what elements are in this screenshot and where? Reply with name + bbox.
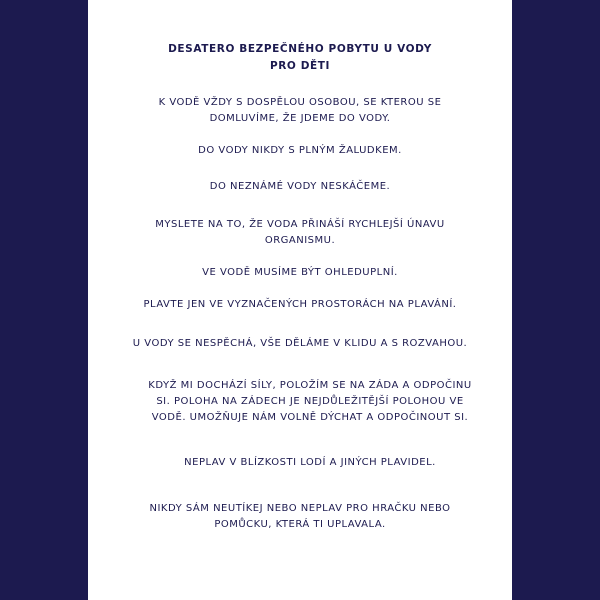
rule-10: NIKDY SÁM NEUTÍKEJ NEBO NEPLAV PRO HRAČKU NEBO POMŮCKU, KTERÁ TI UPLAVALA.: [149, 503, 451, 530]
rule-8: KDYŽ MI DOCHÁZÍ SÍLY, POLOŽÍM SE NA ZÁDA A ODPOČINU SI. POLOHA NA ZÁDECH JE NEJDŮLEŽITĚJŠÍ POLOHOU VE VODĚ. UMOŽŇUJE NÁM VOLNĚ DÝCHAT A ODPOČINOUT SI.: [148, 380, 472, 423]
rule-4: MYSLETE NA TO, ŽE VODA PŘINÁŠÍ RYCHLEJŠÍ ÚNAVU ORGANISMU.: [155, 219, 445, 246]
rule-5: VE VODĚ MUSÍME BÝT OHLEDUPLNÍ.: [202, 267, 398, 278]
rule-1: K VODĚ VŽDY S DOSPĚLOU OSOBOU, SE KTEROU SE DOMLUVÍME, ŽE JDEME DO VODY.: [158, 97, 442, 124]
rule-2: DO VODY NIKDY S PLNÝM ŽALUDKEM.: [198, 145, 402, 156]
document-title: DESATERO BEZPEČNÉHO POBYTU U VODY PRO DĚTI: [168, 43, 432, 72]
rule-3: DO NEZNÁMÉ VODY NESKÁČEME.: [209, 181, 391, 192]
rule-9: NEPLAV V BLÍZKOSTI LODÍ A JINÝCH PLAVIDEL.: [184, 457, 436, 468]
rule-6: PLAVTE JEN VE VYZNAČENÝCH PROSTORÁCH NA PLAVÁNÍ.: [143, 299, 457, 310]
rule-7: U VODY SE NESPĚCHÁ, VŠE DĚLÁME V KLIDU A S ROZVAHOU.: [132, 338, 468, 349]
